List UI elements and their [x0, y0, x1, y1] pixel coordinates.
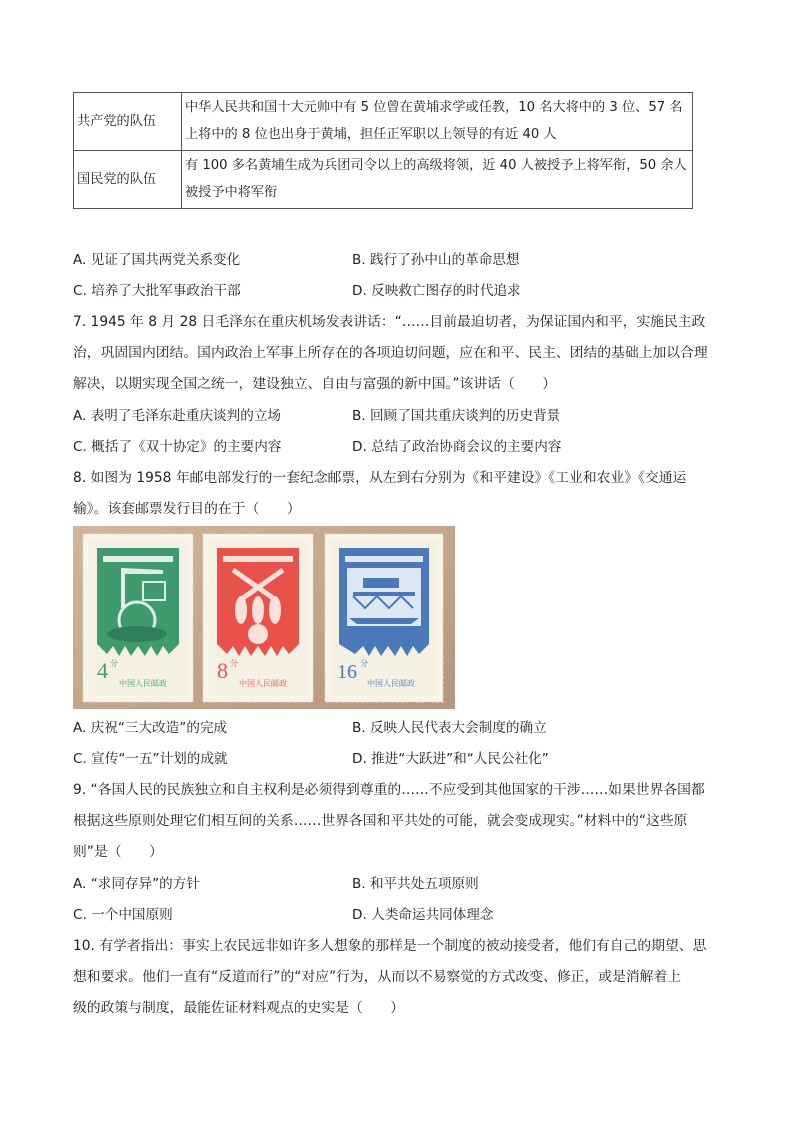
- stamps-photo: [73, 526, 455, 709]
- question-line: 输》。该套邮票发行目的在于（ ）: [73, 501, 301, 517]
- stamp-unit: 分: [230, 659, 238, 668]
- stamp-industry-agriculture: [203, 534, 313, 702]
- question-9: [73, 775, 723, 868]
- q7-option-d: D. 总结了政治协商会议的主要内容: [352, 439, 562, 455]
- table-row: [74, 93, 693, 151]
- question-line: 解决，以期实现全国之统一，建设独立、自由与富强的新中国。”该讲话（ ）: [73, 376, 557, 392]
- q8-option-b: B. 反映人民代表大会制度的确立: [352, 720, 547, 736]
- q8-option-a: A. 庆祝“三大改造”的完成: [73, 720, 228, 736]
- stamp-country: 中国人民邮政: [119, 679, 167, 688]
- stamp-value: 16: [337, 661, 357, 683]
- question-10: [73, 931, 723, 1024]
- question-line: 8. 如图为 1958 年邮电部发行的一套纪念邮票，从左到右分别为《和平建设》《工业和农业》《交通运: [73, 470, 687, 486]
- table-cell-text: [182, 151, 693, 209]
- question-line: 则”是（ ）: [73, 844, 163, 860]
- q6-option-a: A. 见证了国共两党关系变化: [73, 252, 241, 268]
- q6-option-d: D. 反映救亡图存的时代追求: [352, 283, 521, 299]
- question-7: [73, 307, 723, 400]
- q9-option-b: B. 和平共处五项原则: [352, 876, 479, 892]
- stamp-unit: 分: [110, 659, 118, 668]
- stamp-country: 中国人民邮政: [239, 679, 287, 688]
- table-text-line: 中华人民共和国十大元帅中有 5 位曾在黄埔求学或任教，10 名大将中的 3 位、57 名: [185, 100, 683, 115]
- table-cell-label: 国民党的队伍: [74, 151, 182, 209]
- table-row: [74, 151, 693, 209]
- stamps-illustration: [73, 526, 455, 709]
- question-8: [73, 463, 723, 525]
- q9-option-a: A. “求同存异”的方针: [73, 876, 200, 892]
- comparison-table: [73, 92, 693, 209]
- q8-option-c: C. 宣传“一五”计划的成就: [73, 751, 228, 767]
- question-line: 9. “各国人民的民族独立和自主权利是必须得到尊重的……不应受到其他国家的干涉……如果世界各国都: [73, 782, 705, 798]
- question-line: 想和要求。他们一直有“反道而行”的“对应”行为，从而以不易察觉的方式改变、修正，或是消解着上: [73, 969, 682, 985]
- q9-option-c: C. 一个中国原则: [73, 907, 173, 923]
- stamp-country: 中国人民邮政: [367, 679, 415, 688]
- q7-option-b: B. 回顾了国共重庆谈判的历史背景: [352, 408, 561, 424]
- q7-option-c: C. 概括了《双十协定》的主要内容: [73, 439, 282, 455]
- stamp-transportation: [325, 534, 443, 702]
- question-line: 10. 有学者指出：事实上农民远非如许多人想象的那样是一个制度的被动接受者，他们有自己的期望、思: [73, 938, 707, 954]
- question-line: 治，巩固国内团结。国内政治上军事上所存在的各项迫切问题，应在和平、民主、团结的基础上加以合理: [73, 345, 708, 361]
- table-cell-label: 共产党的队伍: [74, 93, 182, 151]
- stamp-value: 4: [97, 658, 108, 683]
- table-text-line: 被授予中将军衔: [185, 185, 278, 200]
- stamp-peaceful-construction: [83, 534, 193, 702]
- table-text-line: 上将中的 8 位也出身于黄埔，担任正军职以上领导的有近 40 人: [185, 127, 557, 142]
- question-line: 根据这些原则处理它们相互间的关系……世界各国和平共处的可能，就会变成现实。”材料中的“这些原: [73, 813, 688, 829]
- q6-option-b: B. 践行了孙中山的革命思想: [352, 252, 520, 268]
- q9-option-d: D. 人类命运共同体理念: [352, 907, 494, 923]
- question-line: 7. 1945 年 8 月 28 日毛泽东在重庆机场发表讲话：“……目前最迫切者，为保证国内和平，实施民主政: [73, 314, 706, 330]
- q7-option-a: A. 表明了毛泽东赴重庆谈判的立场: [73, 408, 282, 424]
- stamp-value: 8: [217, 658, 228, 683]
- q8-option-d: D. 推进“大跃进”和“人民公社化”: [352, 751, 549, 767]
- q6-option-c: C. 培养了大批军事政治干部: [73, 283, 241, 299]
- stamp-unit: 分: [360, 659, 368, 668]
- table-text-line: 有 100 多名黄埔生成为兵团司令以上的高级将领，近 40 人被授予上将军衔，50 余人: [185, 158, 687, 173]
- question-line: 级的政策与制度，最能佐证材料观点的史实是（ ）: [73, 1000, 405, 1016]
- table-cell-text: [182, 93, 693, 151]
